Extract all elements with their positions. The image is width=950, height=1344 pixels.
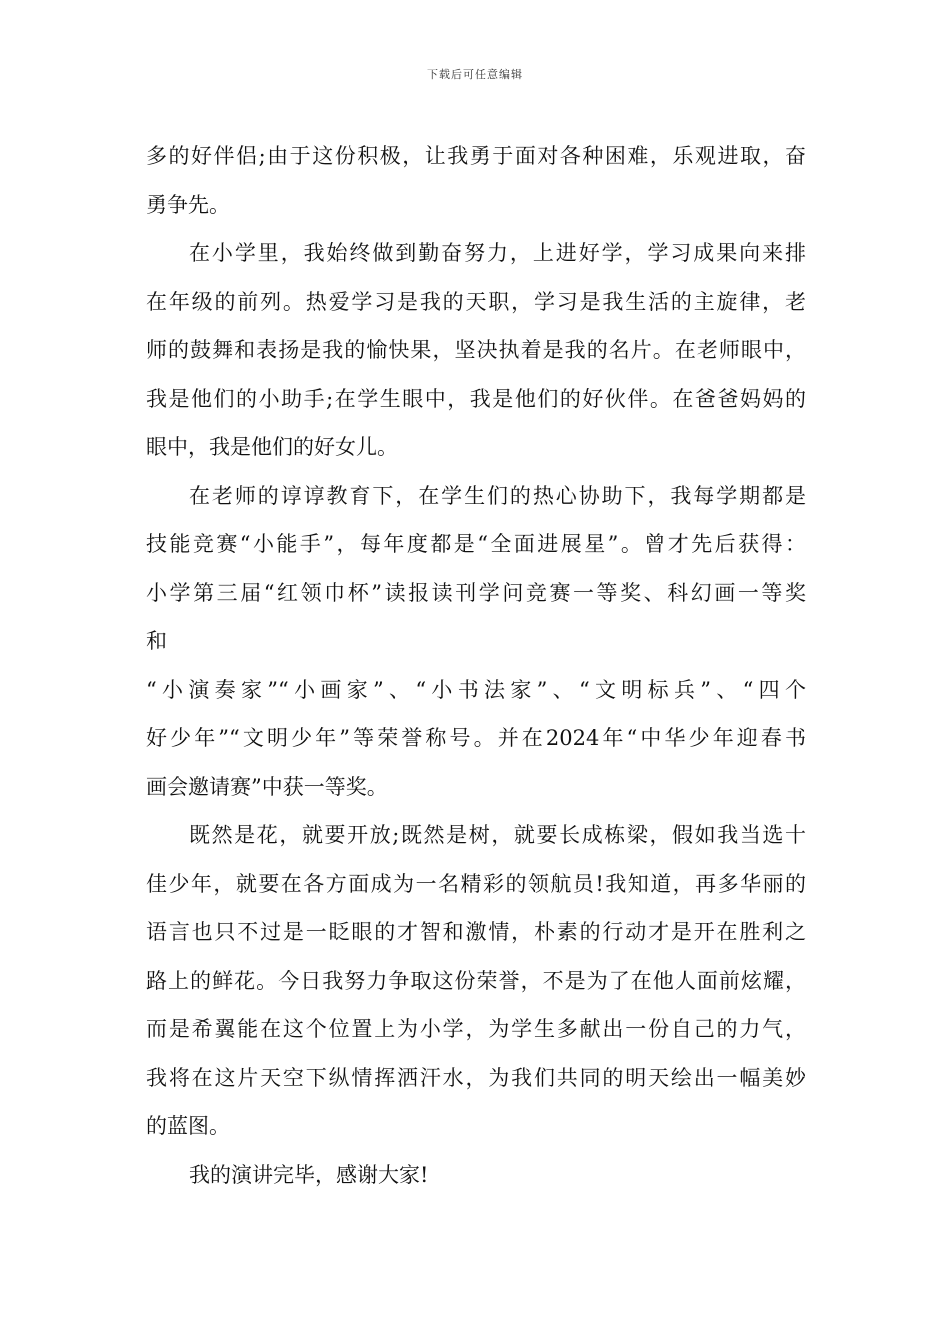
paragraph-4-line-5: 而是希翼能在这个位置上为小学，为学生多献出一份自己的力气， <box>146 1017 806 1041</box>
paragraph-4-line-4: 路上的鲜花。今日我努力争取这份荣誉，不是为了在他人面前炫耀， <box>146 968 806 993</box>
paragraph-3-line-2: 技能竞赛“小能手”，每年度都是“全面进展星”。曾才先后获得： <box>146 532 806 556</box>
paragraph-3-line-5: “小演奏家”“小画家”、“小书法家”、“文明标兵”、“四个 <box>146 677 806 702</box>
paragraph-4-line-7: 的蓝图。 <box>146 1114 230 1138</box>
paragraph-3-line-7: 画会邀请赛”中获一等奖。 <box>146 774 388 799</box>
paragraph-2-line-4: 我是他们的小助手;在学生眼中，我是他们的好伙伴。在爸爸妈妈的 <box>146 386 806 411</box>
paragraph-4-line-1: 既然是花，就要开放;既然是树，就要长成栋梁，假如我当选十 <box>189 823 806 847</box>
paragraph-1-line-2: 勇争先。 <box>146 192 230 217</box>
paragraph-2-line-3: 师的鼓舞和表扬是我的愉快果，坚决执着是我的名片。在老师眼中， <box>146 338 806 362</box>
paragraph-4-line-2: 佳少年，就要在各方面成为一名精彩的领航员!我知道，再多华丽的 <box>146 871 806 896</box>
paragraph-2-line-5: 眼中，我是他们的好女儿。 <box>146 435 398 459</box>
paragraph-3-line-4: 和 <box>146 629 167 653</box>
paragraph-4-line-6: 我将在这片天空下纵情挥洒汗水，为我们共同的明天绘出一幅美妙 <box>146 1065 806 1090</box>
document-body <box>146 132 806 1199</box>
paragraph-2-line-1: 在小学里，我始终做到勤奋努力，上进好学，学习成果向来排 <box>189 241 806 265</box>
paragraph-3-line-3: 小学第三届“红领巾杯”读报读刊学问竞赛一等奖、科幻画一等奖 <box>146 580 806 605</box>
paragraph-1-line-1: 多的好伴侣;由于这份积极，让我勇于面对各种困难，乐观进取，奋 <box>146 144 806 168</box>
paragraph-2-line-2: 在年级的前列。热爱学习是我的天职，学习是我生活的主旋律，老 <box>146 289 806 314</box>
paragraph-3-line-1: 在老师的谆谆教育下，在学生们的热心协助下，我每学期都是 <box>189 483 806 508</box>
paragraph-3-line-6: 好少年”“文明少年”等荣誉称号。并在2024年“中华少年迎春书 <box>146 726 806 750</box>
paragraph-5-line-1: 我的演讲完毕，感谢大家! <box>189 1162 429 1187</box>
paragraph-4-line-3: 语言也只不过是一眨眼的才智和激情，朴素的行动才是开在胜利之 <box>146 920 806 944</box>
header-note: 下载后可任意编辑 <box>427 68 523 81</box>
